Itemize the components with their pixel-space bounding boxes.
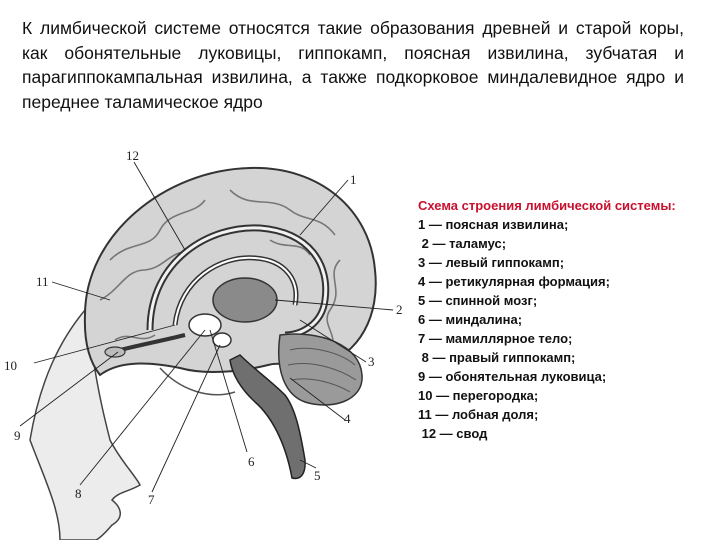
callout-9: 9 — [14, 428, 21, 443]
callout-8: 8 — [75, 486, 82, 501]
callout-4: 4 — [344, 411, 351, 426]
legend-item: 11 — лобная доля; — [418, 407, 539, 422]
legend-box — [418, 196, 708, 443]
thalamus — [213, 278, 277, 322]
legend-item: 5 — спинной мозг; — [418, 293, 538, 308]
callout-10: 10 — [4, 358, 17, 373]
legend-item: 1 — поясная извилина; — [418, 217, 569, 232]
mammillary-body — [213, 333, 231, 347]
callout-3: 3 — [368, 354, 375, 369]
callout-11: 11 — [36, 274, 49, 289]
callout-5: 5 — [314, 468, 321, 483]
legend-item: 4 — ретикулярная формация; — [418, 274, 610, 289]
legend-item: 2 — таламус; — [418, 236, 507, 251]
legend-item: 10 — перегородка; — [418, 388, 539, 403]
callout-1: 1 — [350, 172, 357, 187]
limbic-system-illustration — [0, 140, 420, 540]
legend-item: 6 — миндалина; — [418, 312, 523, 327]
legend-title: Схема строения лимбической системы: — [418, 198, 676, 213]
legend-item: 12 — свод — [418, 426, 488, 441]
legend-item: 8 — правый гиппокамп; — [418, 350, 576, 365]
callout-12: 12 — [126, 148, 139, 163]
callout-6: 6 — [248, 454, 255, 469]
callout-2: 2 — [396, 302, 403, 317]
legend-item: 7 — мамиллярное тело; — [418, 331, 573, 346]
callout-7: 7 — [148, 492, 155, 507]
legend-item: 9 — обонятельная луковица; — [418, 369, 607, 384]
legend-item: 3 — левый гиппокамп; — [418, 255, 565, 270]
amygdala — [189, 314, 221, 336]
intro-paragraph: К лимбической системе относятся такие образования древней и старой коры, как обонятельные луковицы, гиппокамп, поясная извилина, зубчатая и парагиппокампальная извилина, а также подкорковое миндалевидное ядро и переднее таламическое ядро — [22, 18, 684, 112]
